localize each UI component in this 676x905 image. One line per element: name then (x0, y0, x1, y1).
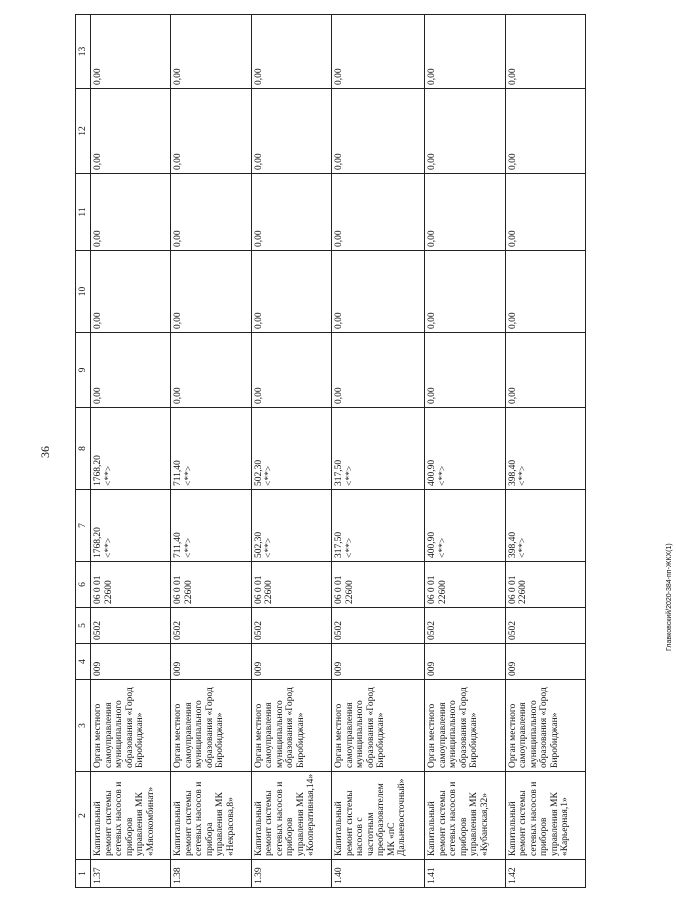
cell-value: Орган местного самоуправления муниципального образования «Город Биробиджан» (253, 687, 306, 768)
cell-value: 1.38 (173, 867, 184, 884)
column-header-1: 1 (76, 860, 91, 888)
cell-value: 06 0 01 22600 (173, 575, 194, 604)
amount-cell-13 (505, 15, 585, 89)
amount-cell-13 (425, 15, 505, 89)
cell-value: Капитальный ремонт системы сетевых насосов и приборов управления МК «Кооперативная,14» (253, 773, 317, 856)
target-code-cell (505, 562, 585, 608)
amount-cell-13 (251, 15, 331, 89)
cell-value: Капитальный ремонт системы насосов с частотным преобразователем МК «пС Дальневосточный» (334, 778, 408, 856)
column-header-13: 13 (76, 15, 91, 89)
column-header-12: 12 (76, 89, 91, 174)
amount-cell-10 (505, 251, 585, 333)
total-amount-cell (505, 490, 585, 562)
cell-value: 06 0 01 22600 (507, 575, 529, 604)
cell-value: Капитальный ремонт системы сетевых насосов и приборов управления МК «Мясокомбинат» (93, 781, 156, 856)
cell-value: 009 (173, 661, 184, 676)
cell-value: 0,00 (334, 68, 345, 85)
cell-value: 0502 (334, 621, 345, 640)
cell-value: 0,00 (334, 153, 345, 170)
section-code-cell (251, 608, 331, 644)
cell-value: 1.41 (427, 867, 438, 884)
cell-value: 0,00 (334, 312, 345, 329)
cell-value: 0,00 (253, 387, 264, 404)
cell-value: 0,00 (173, 312, 184, 329)
column-header-9: 9 (76, 333, 91, 408)
footnote-mark: <**> (264, 465, 275, 486)
target-code-cell (332, 562, 425, 608)
amount-cell-9 (91, 333, 171, 408)
project-name-cell (332, 772, 425, 860)
footnote-mark: <**> (344, 465, 355, 486)
amount-cell-9 (171, 333, 251, 408)
column-header-2: 2 (76, 772, 91, 860)
amount-cell-10 (332, 251, 425, 333)
cell-value: 0,00 (253, 230, 264, 247)
cell-value: 0,00 (93, 153, 103, 170)
amount-cell-12 (91, 89, 171, 174)
cell-value: 0502 (173, 621, 184, 640)
amount-cell-12 (505, 89, 585, 174)
cell-value: 06 0 01 22600 (334, 575, 355, 604)
cell-value: 009 (334, 661, 345, 676)
cell-value: 0,00 (507, 230, 518, 247)
cell-value: 0,00 (507, 387, 518, 404)
footnote-mark: <**> (103, 537, 114, 558)
organization-cell (251, 680, 331, 772)
cell-value: 711,40 (173, 532, 184, 558)
cell-value: 06 0 01 22600 (253, 575, 275, 604)
amount-cell-9 (425, 333, 505, 408)
cell-value: 398,40 (507, 459, 518, 486)
amount-cell-11 (425, 174, 505, 251)
cell-value: 0,00 (427, 312, 438, 329)
column-header-7: 7 (76, 490, 91, 562)
cell-value: 06 0 01 22600 (427, 575, 448, 604)
amount-cell-10 (171, 251, 251, 333)
year-amount-cell (332, 408, 425, 490)
cell-value: 0,00 (427, 153, 438, 170)
amount-cell-10 (251, 251, 331, 333)
footer-code: Главковский/2020-384-пп-ЖКХ(1) (666, 543, 673, 651)
page-number: 36 (38, 446, 52, 458)
project-name-cell (425, 772, 505, 860)
target-code-cell (251, 562, 331, 608)
cell-value: Орган местного самоуправления муниципального образования «Город Биробиджан» (173, 687, 226, 768)
cell-value: 009 (253, 661, 264, 676)
ministry-code-cell (171, 644, 251, 680)
cell-value: 009 (93, 661, 103, 676)
cell-value: 502,30 (253, 531, 264, 558)
cell-value: 06 0 01 22600 (93, 575, 114, 604)
cell-value: 0,00 (507, 68, 518, 85)
total-amount-cell (425, 490, 505, 562)
amount-cell-9 (505, 333, 585, 408)
amount-cell-12 (425, 89, 505, 174)
cell-value: 0,00 (253, 312, 264, 329)
column-header-6: 6 (76, 562, 91, 608)
ministry-code-cell (505, 644, 585, 680)
cell-value: 1.40 (334, 867, 345, 884)
cell-value: 1768,20 (93, 527, 103, 558)
cell-value: 0,00 (93, 312, 103, 329)
table-row (332, 15, 425, 888)
column-header-3: 3 (76, 680, 91, 772)
cell-value: 009 (507, 661, 518, 676)
footnote-mark: <**> (437, 465, 448, 486)
row-number-cell (171, 860, 251, 888)
table-row (425, 15, 505, 888)
footnote-mark: <**> (103, 465, 114, 486)
table-row (171, 15, 251, 888)
budget-table (75, 14, 586, 888)
amount-cell-13 (171, 15, 251, 89)
target-code-cell (91, 562, 171, 608)
cell-value: Капитальный ремонт системы сетевых насосов и прибора управления МК «Некрасова,8» (173, 781, 236, 856)
project-name-cell (251, 772, 331, 860)
year-amount-cell (91, 408, 171, 490)
amount-cell-9 (251, 333, 331, 408)
cell-value: Орган местного самоуправления муниципального образования «Город Биробиджан» (507, 687, 560, 768)
column-header-10: 10 (76, 251, 91, 333)
total-amount-cell (251, 490, 331, 562)
cell-value: 0,00 (93, 68, 103, 85)
ministry-code-cell (425, 644, 505, 680)
cell-value: 400,90 (427, 531, 438, 558)
cell-value: Капитальный ремонт системы сетевых насосов и приборов управления МК «Кубанская,32» (427, 781, 490, 856)
amount-cell-11 (251, 174, 331, 251)
section-code-cell (91, 608, 171, 644)
cell-value: 0502 (93, 621, 103, 640)
footnote-mark: <**> (183, 465, 194, 486)
amount-cell-10 (425, 251, 505, 333)
ministry-code-cell (251, 644, 331, 680)
cell-value: 0,00 (334, 387, 345, 404)
cell-value: 009 (427, 661, 438, 676)
section-code-cell (332, 608, 425, 644)
column-header-8: 8 (76, 408, 91, 490)
cell-value: 1.37 (93, 867, 103, 884)
cell-value: Орган местного самоуправления муниципального образования «Город Биробиджан» (93, 687, 145, 768)
ministry-code-cell (91, 644, 171, 680)
header-row (76, 15, 91, 888)
column-header-11: 11 (76, 174, 91, 251)
organization-cell (171, 680, 251, 772)
cell-value: Орган местного самоуправления муниципального образования «Город Биробиджан» (427, 687, 480, 768)
row-number-cell (505, 860, 585, 888)
cell-value: 0,00 (93, 387, 103, 404)
ministry-code-cell (332, 644, 425, 680)
amount-cell-13 (332, 15, 425, 89)
cell-value: 0,00 (427, 68, 438, 85)
amount-cell-9 (332, 333, 425, 408)
row-number-cell (332, 860, 425, 888)
amount-cell-11 (91, 174, 171, 251)
amount-cell-12 (171, 89, 251, 174)
cell-value: 0,00 (507, 153, 518, 170)
column-header-5: 5 (76, 608, 91, 644)
cell-value: 0,00 (93, 230, 103, 247)
total-amount-cell (332, 490, 425, 562)
cell-value: 0,00 (173, 68, 184, 85)
cell-value: 398,40 (507, 531, 518, 558)
cell-value: 0,00 (253, 153, 264, 170)
footnote-mark: <**> (518, 465, 529, 486)
amount-cell-13 (91, 15, 171, 89)
cell-value: 1768,20 (93, 455, 103, 486)
footnote-mark: <**> (518, 537, 529, 558)
cell-value: 0,00 (173, 230, 184, 247)
cell-value: 317,50 (334, 531, 345, 558)
table-container (75, 15, 586, 888)
footnote-mark: <**> (264, 537, 275, 558)
row-number-cell (425, 860, 505, 888)
cell-value: 0,00 (427, 230, 438, 247)
table-row (251, 15, 331, 888)
organization-cell (332, 680, 425, 772)
row-number-cell (251, 860, 331, 888)
cell-value: 0,00 (173, 387, 184, 404)
organization-cell (91, 680, 171, 772)
table-row (91, 15, 171, 888)
amount-cell-10 (91, 251, 171, 333)
cell-value: 400,90 (427, 459, 438, 486)
footnote-mark: <**> (183, 537, 194, 558)
cell-value: 0,00 (334, 230, 345, 247)
amount-cell-12 (332, 89, 425, 174)
row-number-cell (91, 860, 171, 888)
project-name-cell (171, 772, 251, 860)
cell-value: 317,50 (334, 459, 345, 486)
column-header-4: 4 (76, 644, 91, 680)
amount-cell-11 (171, 174, 251, 251)
section-code-cell (171, 608, 251, 644)
table-row (505, 15, 585, 888)
project-name-cell (91, 772, 171, 860)
footnote-mark: <**> (437, 537, 448, 558)
organization-cell (425, 680, 505, 772)
amount-cell-11 (505, 174, 585, 251)
year-amount-cell (505, 408, 585, 490)
cell-value: 0,00 (427, 387, 438, 404)
cell-value: 0502 (253, 621, 264, 640)
cell-value: 0,00 (507, 312, 518, 329)
cell-value: 711,40 (173, 460, 184, 486)
footnote-mark: <**> (344, 537, 355, 558)
amount-cell-12 (251, 89, 331, 174)
section-code-cell (505, 608, 585, 644)
cell-value: 0502 (427, 621, 438, 640)
target-code-cell (425, 562, 505, 608)
organization-cell (505, 680, 585, 772)
year-amount-cell (251, 408, 331, 490)
section-code-cell (425, 608, 505, 644)
cell-value: 1.42 (507, 867, 518, 884)
cell-value: Капитальный ремонт системы сетевых насосов и приборов управления МК «Карьерная,1» (507, 781, 571, 856)
target-code-cell (171, 562, 251, 608)
project-name-cell (505, 772, 585, 860)
cell-value: 0,00 (173, 153, 184, 170)
cell-value: 0502 (507, 621, 518, 640)
year-amount-cell (425, 408, 505, 490)
cell-value: Орган местного самоуправления муниципального образования «Город Биробиджан» (334, 687, 387, 768)
year-amount-cell (171, 408, 251, 490)
amount-cell-11 (332, 174, 425, 251)
total-amount-cell (171, 490, 251, 562)
cell-value: 0,00 (253, 68, 264, 85)
cell-value: 502,30 (253, 459, 264, 486)
total-amount-cell (91, 490, 171, 562)
cell-value: 1.39 (253, 867, 264, 884)
